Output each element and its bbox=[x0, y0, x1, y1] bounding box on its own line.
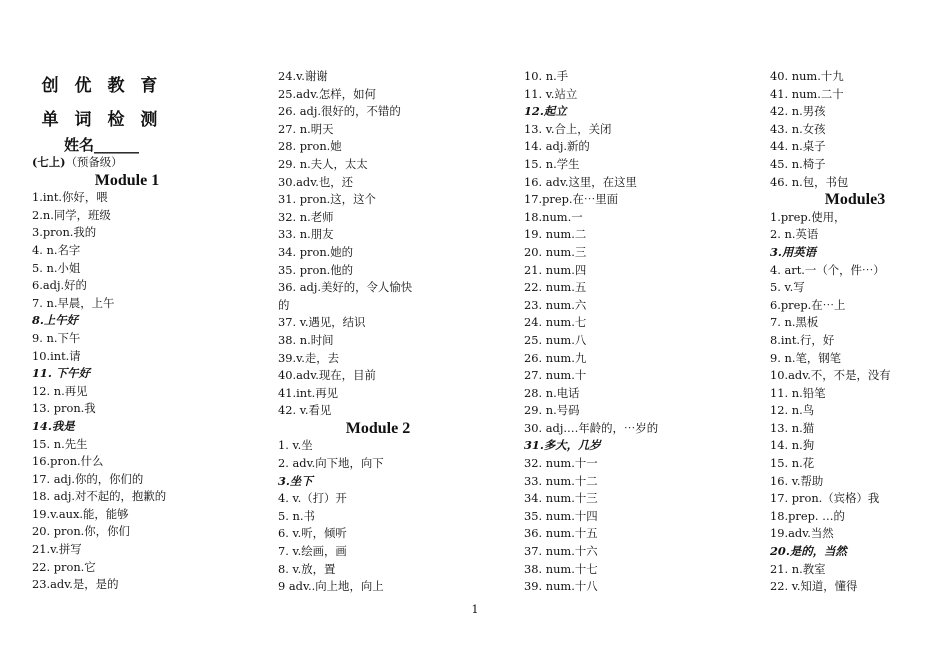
vocab-entry: 35. num.十四 bbox=[524, 508, 598, 523]
vocab-entry: 15. n.花 bbox=[770, 456, 815, 471]
vocab-entry: 5. v.写 bbox=[770, 280, 805, 295]
vocab-entry: 44. n.桌子 bbox=[770, 139, 826, 154]
vocab-entry: 43. n.女孩 bbox=[770, 121, 826, 136]
vocab-entry: 8. v.放，置 bbox=[278, 561, 336, 576]
vocab-entry: 1. v.坐 bbox=[278, 438, 313, 453]
vocab-entry: 的 bbox=[278, 297, 290, 312]
vocab-entry: 17.prep.在⋯里面 bbox=[524, 192, 619, 207]
vocab-entry: 13. pron.我 bbox=[32, 401, 96, 416]
vocab-entry: 9. n.笔，钢笔 bbox=[770, 350, 842, 365]
vocab-entry: 40.adv.现在，目前 bbox=[278, 368, 376, 383]
vocab-entry: 2.n.同学，班级 bbox=[32, 207, 111, 222]
vocab-entry: 19.adv.当然 bbox=[770, 526, 834, 541]
vocab-entry: 27. num.十 bbox=[524, 368, 587, 383]
vocab-entry: 25. num.八 bbox=[524, 332, 587, 347]
vocab-entry: 15. n.先生 bbox=[32, 436, 88, 451]
vocab-entry: 34. pron.她的 bbox=[278, 244, 354, 259]
vocab-entry: 22. v.知道，懂得 bbox=[770, 579, 858, 594]
vocab-entry: 9. n.下午 bbox=[32, 330, 81, 345]
page-number: 1 bbox=[471, 603, 479, 616]
vocab-entry: 16. adv.这里，在这里 bbox=[524, 174, 637, 189]
vocab-entry: 40. num.十九 bbox=[770, 69, 844, 83]
vocab-entry: 2. n.英语 bbox=[770, 227, 819, 242]
vocab-entry: 38. n.时间 bbox=[278, 332, 334, 347]
vocab-entry: 23. num.六 bbox=[524, 297, 587, 312]
vocab-entry: 21.v.拼写 bbox=[32, 542, 82, 557]
vocab-entry: 30. adj.…年龄的，⋯岁的 bbox=[524, 420, 659, 435]
vocab-entry: 27. n.明天 bbox=[278, 121, 334, 136]
vocab-entry: 11. n.铅笔 bbox=[770, 385, 826, 400]
vocab-entry: 21. n.教室 bbox=[770, 561, 826, 576]
phrase-entry: 14.我是 bbox=[32, 418, 75, 433]
vocab-entry: 5. n.小姐 bbox=[32, 260, 81, 275]
vocab-entry: 32. num.十一 bbox=[524, 456, 598, 471]
phrase-entry: 12.起立 bbox=[524, 104, 567, 119]
vocab-entry: 3.pron.我的 bbox=[32, 225, 97, 240]
vocab-entry: 42. v.看见 bbox=[278, 403, 332, 418]
vocab-entry: 8.int.行，好 bbox=[770, 332, 835, 347]
vocab-entry: 10.int.请 bbox=[32, 348, 81, 363]
vocab-entry: 6.adj.好的 bbox=[32, 278, 87, 293]
vocab-entry: 39. num.十八 bbox=[524, 579, 598, 594]
vocab-entry: 24. num.七 bbox=[524, 315, 587, 330]
vocab-entry: 22. pron.它 bbox=[32, 559, 96, 574]
column-2 bbox=[278, 68, 478, 596]
vocab-entry: 33. num.十二 bbox=[524, 473, 598, 488]
vocab-entry: 19.v.aux.能，能够 bbox=[32, 506, 129, 521]
vocab-entry: 25.adv.怎样，如何 bbox=[278, 86, 376, 101]
vocab-entry: 29. n.夫人，太太 bbox=[278, 156, 368, 171]
grade-line bbox=[32, 154, 232, 172]
vocab-entry: 28. n.电话 bbox=[524, 385, 580, 400]
vocab-entry: 19. num.二 bbox=[524, 227, 587, 242]
grade-note: （预备级） bbox=[65, 155, 123, 169]
grade-label: (七上) bbox=[32, 155, 66, 169]
vocab-entry: 1.prep.使用， bbox=[770, 209, 846, 224]
vocab-entry: 2. adv.向下地，向下 bbox=[278, 456, 384, 471]
vocab-entry: 24.v.谢谢 bbox=[278, 69, 328, 83]
phrase-entry: 31.多大，几岁 bbox=[524, 438, 601, 453]
vocab-entry: 6. v.听，倾听 bbox=[278, 526, 347, 541]
vocab-entry: 18. adj.对不起的，抱歉的 bbox=[32, 489, 167, 504]
column-4 bbox=[770, 68, 950, 596]
vocab-entry: 26. num.九 bbox=[524, 350, 587, 365]
vocab-entry: 45. n.椅子 bbox=[770, 156, 826, 171]
column-4-entries bbox=[770, 68, 950, 596]
vocab-entry: 36. num.十五 bbox=[524, 526, 598, 541]
vocab-entry: 1.int.你好，喂 bbox=[32, 190, 108, 205]
vocab-entry: 21. num.四 bbox=[524, 262, 587, 277]
phrase-entry: 11. 下午好 bbox=[32, 366, 90, 381]
vocab-entry: 42. n.男孩 bbox=[770, 104, 826, 119]
vocab-entry: 14. adj.新的 bbox=[524, 139, 590, 154]
vocab-entry: 6.prep.在⋯上 bbox=[770, 297, 846, 312]
vocab-entry: 26. adj.很好的，不错的 bbox=[278, 104, 401, 119]
vocab-entry: 35. pron.他的 bbox=[278, 262, 354, 277]
vocab-entry: 41. num.二十 bbox=[770, 86, 844, 101]
column-2-entries bbox=[278, 68, 478, 596]
vocab-entry: 39.v.走，去 bbox=[278, 350, 339, 365]
title-block bbox=[32, 76, 172, 154]
vocab-entry: 22. num.五 bbox=[524, 280, 587, 295]
vocab-entry: 23.adv.是，是的 bbox=[32, 577, 119, 592]
name-field-label: 姓名______ bbox=[64, 136, 140, 154]
vocab-entry: 33. n.朋友 bbox=[278, 227, 334, 242]
column-3-entries bbox=[524, 68, 724, 596]
vocab-entry: 30.adv.也，还 bbox=[278, 174, 354, 189]
vocab-entry: 4. v.（打）开 bbox=[278, 491, 347, 506]
vocab-entry: 4. n.名字 bbox=[32, 242, 81, 257]
vocab-entry: 18.prep. …的 bbox=[770, 508, 845, 523]
module-heading: Module 2 bbox=[345, 419, 411, 437]
module-heading: Module 1 bbox=[94, 171, 160, 189]
vocab-entry: 31. pron.这，这个 bbox=[278, 192, 376, 207]
vocab-entry: 4. art.一（个，件⋯） bbox=[770, 262, 885, 277]
vocab-entry: 36. adj.美好的，令人愉快 bbox=[278, 280, 413, 295]
vocab-entry: 37. num.十六 bbox=[524, 544, 598, 559]
vocab-entry: 41.int.再见 bbox=[278, 385, 339, 400]
vocab-entry: 13. n.猫 bbox=[770, 420, 815, 435]
vocab-entry: 20. num.三 bbox=[524, 244, 587, 259]
phrase-entry: 20.是的，当然 bbox=[770, 544, 847, 559]
phrase-entry: 3.用英语 bbox=[770, 244, 817, 259]
vocab-entry: 28. pron.她 bbox=[278, 139, 342, 154]
vocab-entry: 37. v.遇见，结识 bbox=[278, 315, 366, 330]
column-1-entries bbox=[32, 172, 232, 594]
column-1 bbox=[32, 68, 232, 594]
vocab-entry: 7. n.黑板 bbox=[770, 315, 819, 330]
column-3 bbox=[524, 68, 724, 596]
vocab-entry: 14. n.狗 bbox=[770, 438, 815, 453]
vocab-entry: 15. n.学生 bbox=[524, 156, 580, 171]
vocab-entry: 38. num.十七 bbox=[524, 561, 598, 576]
module-heading: Module3 bbox=[824, 191, 886, 209]
title-line-1: 创 优 教 育 bbox=[41, 76, 163, 96]
vocab-entry: 32. n.老师 bbox=[278, 209, 334, 224]
vocab-entry: 11. v.站立 bbox=[524, 86, 578, 101]
vocab-entry: 13. v.合上，关闭 bbox=[524, 121, 612, 136]
vocab-entry: 18.num.一 bbox=[524, 209, 583, 224]
vocab-entry: 12. n.再见 bbox=[32, 383, 88, 398]
vocab-entry: 17. adj.你的，你们的 bbox=[32, 471, 144, 486]
vocab-entry: 9 adv..向上地，向上 bbox=[278, 579, 384, 594]
vocab-entry: 7. v.绘画，画 bbox=[278, 544, 347, 559]
vocab-entry: 10. n.手 bbox=[524, 69, 569, 83]
vocab-entry: 12. n.鸟 bbox=[770, 403, 815, 418]
vocab-entry: 10.adv.不，不是，没有 bbox=[770, 368, 891, 383]
title-line-2: 单 词 检 测 bbox=[41, 110, 163, 130]
vocab-entry: 16.pron.什么 bbox=[32, 454, 104, 469]
phrase-entry: 8.上午好 bbox=[32, 313, 79, 328]
vocab-entry: 34. num.十三 bbox=[524, 491, 598, 506]
vocab-entry: 20. pron.你，你们 bbox=[32, 524, 130, 539]
vocab-entry: 29. n.号码 bbox=[524, 403, 580, 418]
vocab-entry: 7. n.早晨，上午 bbox=[32, 295, 115, 310]
vocab-entry: 5. n.书 bbox=[278, 508, 315, 523]
vocab-entry: 16. v.帮助 bbox=[770, 473, 824, 488]
vocab-entry: 17. pron.（宾格）我 bbox=[770, 491, 880, 506]
phrase-entry: 3.坐下 bbox=[278, 473, 313, 488]
vocab-entry: 46. n.包，书包 bbox=[770, 174, 849, 189]
